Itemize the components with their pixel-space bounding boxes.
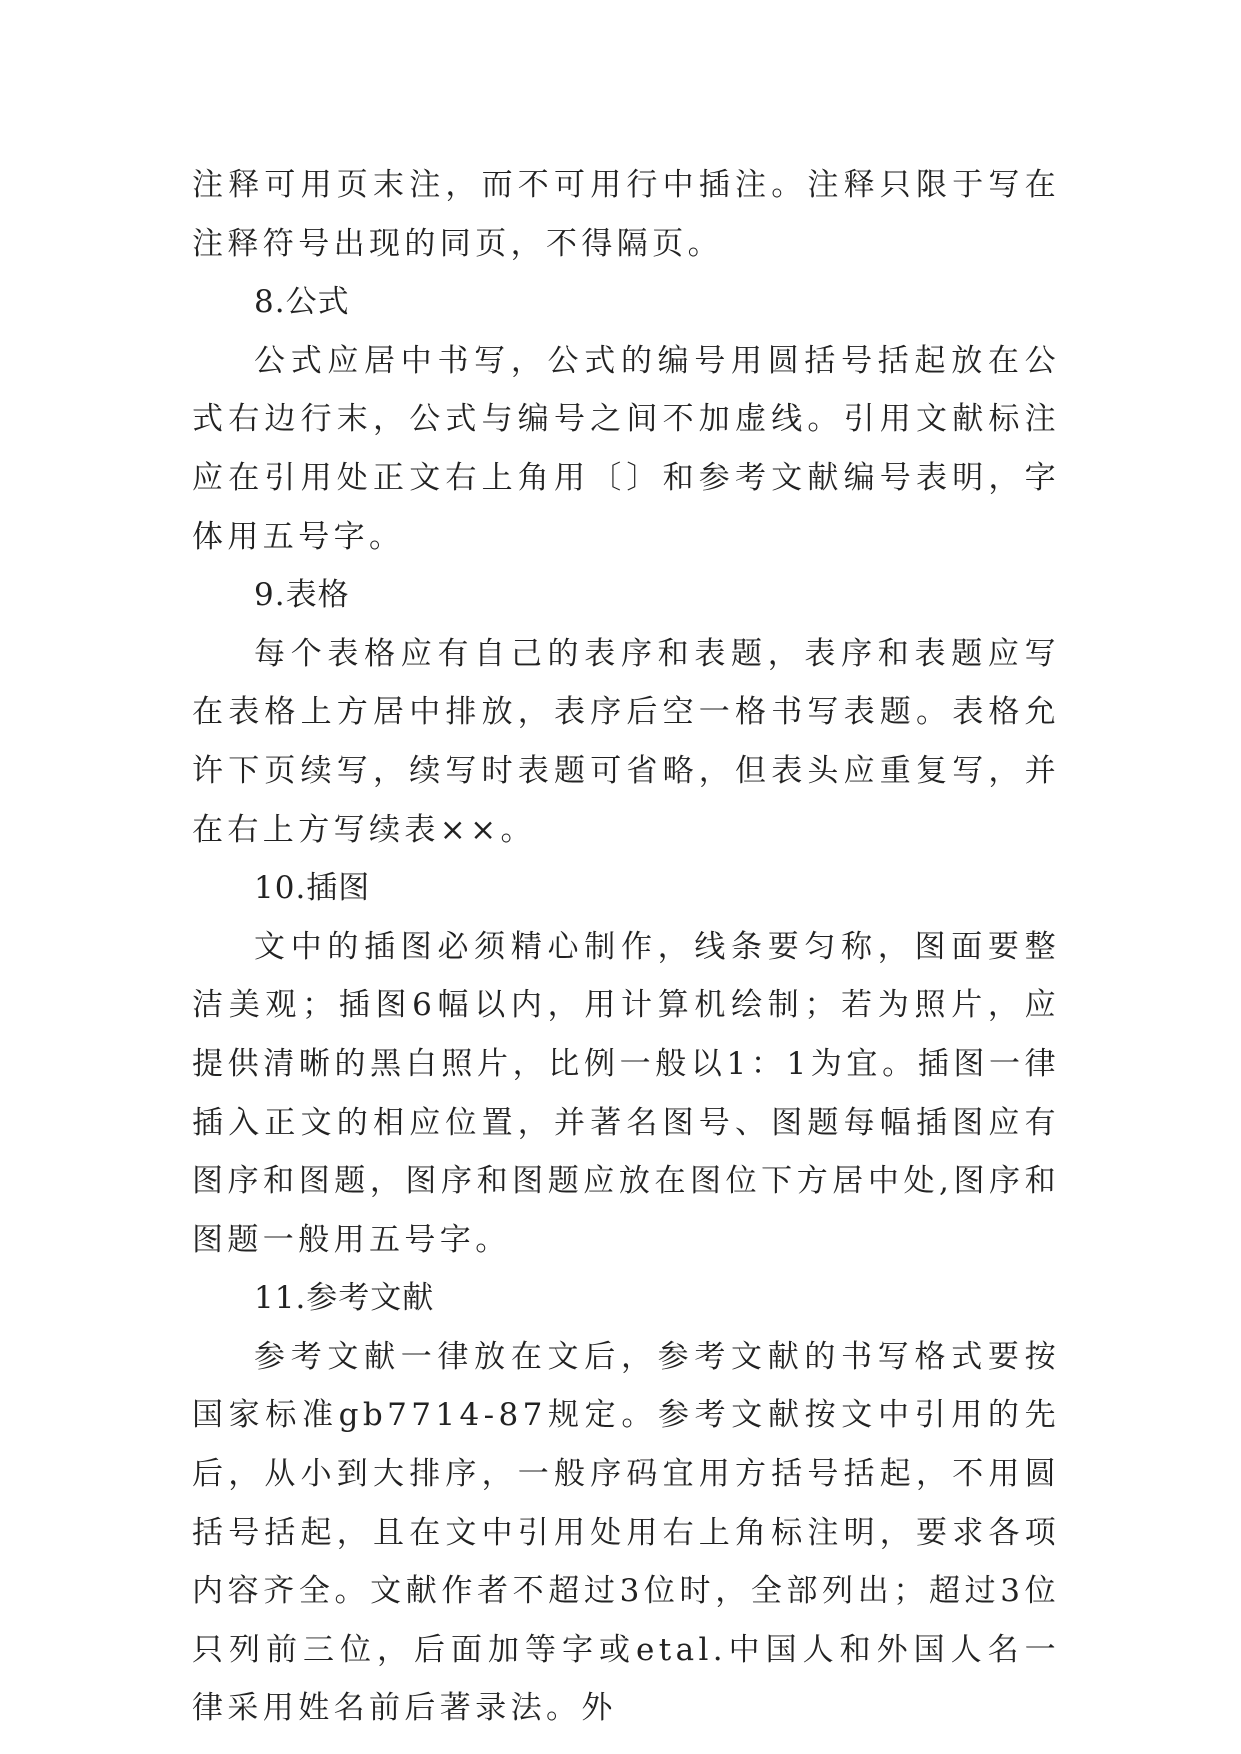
paragraph-footnote-rules: 注释可用页末注，而不可用行中插注。注释只限于写在注释符号出现的同页，不得隔页。: [192, 167, 1060, 262]
section-heading-table: 9.表格: [254, 577, 350, 614]
section-heading-references: 11.参考文献: [254, 1280, 435, 1317]
paragraph-references-rules: 参考文献一律放在文后，参考文献的书写格式要按国家标准gb7714-87规定。参考文献按文中引用的先后，从小到大排序，一般序码宜用方括号括起，不用圆括号括起，且在文中引用处用右上角标注明，要求各项内容齐全。文献作者不超过3位时，全部列出；超过3位只列前三位，后面加等字或etal.中国人和外国人名一律采用姓名前后著录法。外: [192, 1338, 1060, 1727]
paragraph-table-rules: 每个表格应有自己的表序和表题，表序和表题应写在表格上方居中排放，表序后空一格书写表题。表格允许下页续写，续写时表题可省略，但表头应重复写，并在右上方写续表××。: [192, 635, 1060, 848]
paragraph-illustration-rules: 文中的插图必须精心制作，线条要匀称，图面要整洁美观；插图6幅以内，用计算机绘制；若为照片，应提供清晰的黑白照片，比例一般以1：1为宜。插图一律插入正文的相应位置，并著名图号、图题每幅插图应有图序和图题，图序和图题应放在图位下方居中处,图序和图题一般用五号字。: [192, 928, 1060, 1258]
document-body: [192, 156, 1060, 1738]
paragraph-formula-rules: 公式应居中书写，公式的编号用圆括号括起放在公式右边行末，公式与编号之间不加虚线。引用文献标注应在引用处正文右上角用〔〕和参考文献编号表明，字体用五号字。: [192, 342, 1060, 555]
section-heading-formula: 8.公式: [254, 284, 350, 321]
section-heading-illustration: 10.插图: [254, 870, 371, 907]
